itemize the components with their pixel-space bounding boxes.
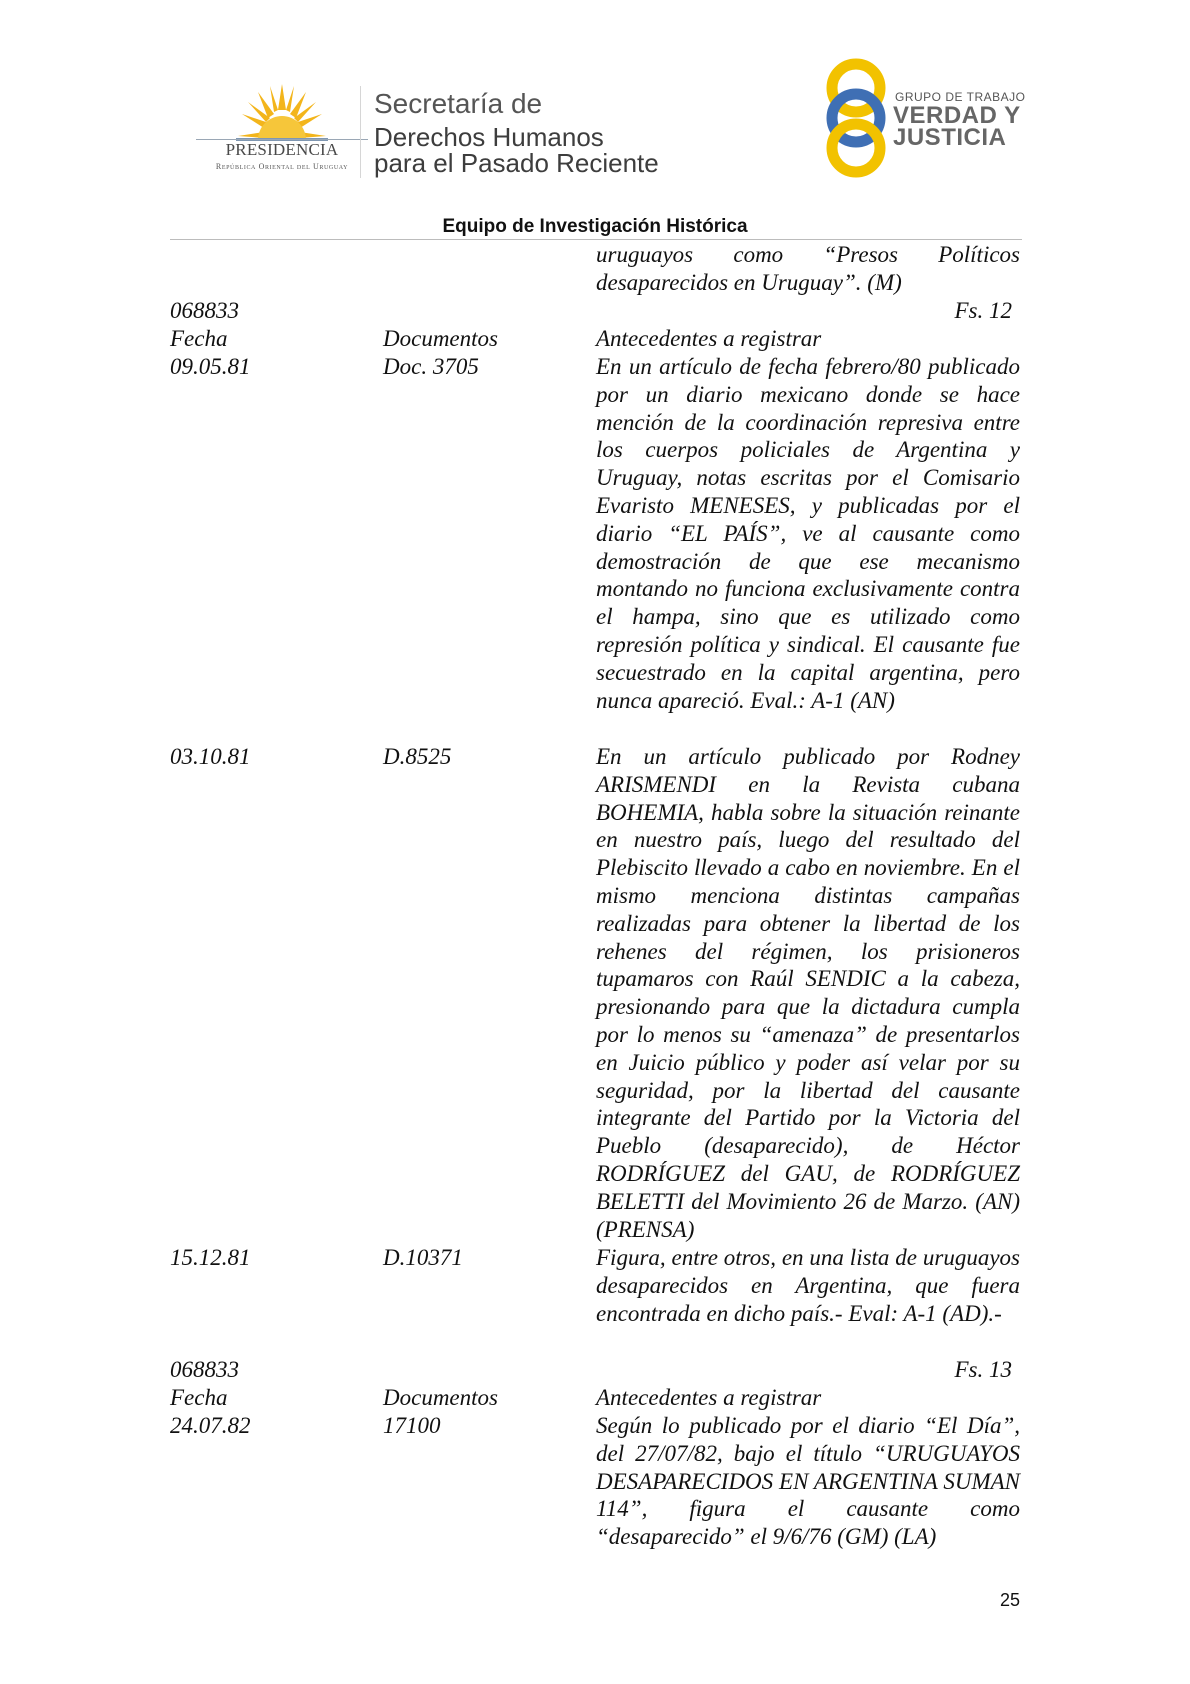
entry-text: En un artículo de fecha febrero/80 publicado por un diario mexicano donde se hace mención de la coordinación represiva entre los cuerpos policiales de Argentina y Uruguay, notas escritas por el Comisario Evaristo MENESES, y publicadas por el diario “EL PAÍS”, ve al causante como demostración de que ese mecanismo montando no funciona exclusivamente contra el hampa, sino que es utilizado como represión política y sindical. El causante fue secuestrado en la capital argentina, pero nunca apareció. Eval.: A-1 (AN) (596, 354, 1020, 713)
entry-date: 09.05.81 (170, 354, 251, 379)
entry-doc: Doc. 3705 (383, 354, 479, 379)
folio-number: Fs. 13 (954, 1357, 1012, 1382)
continuation-line-2: desaparecidos en Uruguay”. (M) (596, 270, 902, 295)
continuation-line-1: uruguayos como “Presos Políticos (596, 242, 1020, 267)
grupo-line-2: VERDAD Y (893, 102, 1021, 129)
entry-text: Según lo publicado por el diario “El Día”, del 27/07/82, bajo el título “URUGUAYOS DESAPARECIDOS EN ARGENTINA SUMAN 114”, figura el causante como “desaparecido” el 9/6/76 (GM) (LA) (596, 1413, 1020, 1550)
column-header-notes: Antecedentes a registrar (596, 326, 822, 351)
entry-date: 03.10.81 (170, 744, 251, 769)
team-title: Equipo de Investigación Histórica (442, 216, 748, 237)
verdad-justicia-logo-icon (818, 56, 894, 180)
secretaria-line-1: Secretaría de (374, 88, 543, 119)
column-header-docs: Documentos (383, 326, 498, 351)
entry-text: En un artículo publicado por Rodney ARISMENDI en la Revista cubana BOHEMIA, habla sobre la situación reinante en nuestro país, luego del resultado del Plebiscito llevado a cabo en noviembre. En el mismo menciona distintas campañas realizadas para obtener la libertad de los rehenes del régimen, los prisioneros tupamaros con Raúl SENDIC a la cabeza, presionando para que la dictadura cumpla por lo menos su “amenaza” de presentarlos en Juicio público y poder así velar por su seguridad, por la libertad del causante integrante del Partido por la Victoria del Pueblo (desaparecido), de Héctor RODRÍGUEZ del GAU, de RODRÍGUEZ BELETTI del Movimiento 26 de Marzo. (AN) (PRENSA) (596, 744, 1020, 1242)
page-header (0, 0, 1190, 240)
secretaria-line-3: para el Pasado Reciente (374, 148, 659, 178)
folio-number: Fs. 12 (954, 298, 1012, 323)
column-header-date: Fecha (170, 326, 228, 351)
file-number: 068833 (170, 298, 239, 323)
presidencia-subtitle: República Oriental del Uruguay (215, 162, 349, 171)
grupo-line-1: GRUPO DE TRABAJO (895, 90, 1026, 104)
column-header-date: Fecha (170, 1385, 228, 1410)
entry-date: 15.12.81 (170, 1245, 251, 1270)
entry-doc: 17100 (383, 1413, 441, 1438)
file-number: 068833 (170, 1357, 239, 1382)
column-header-notes: Antecedentes a registrar (596, 1385, 822, 1410)
entry-doc: D.8525 (383, 744, 452, 769)
entry-doc: D.10371 (383, 1245, 463, 1270)
entry-text: Figura, entre otros, en una lista de uruguayos desaparecidos en Argentina, que fuera encontrada en dicho país.- Eval: A-1 (AD).- (596, 1245, 1020, 1326)
page-number: 25 (999, 1590, 1020, 1610)
header-rule (170, 239, 1022, 240)
secretaria-line-2: Derechos Humanos (374, 122, 604, 152)
entry-date: 24.07.82 (170, 1413, 251, 1438)
header-divider (360, 86, 361, 178)
presidencia-title: PRESIDENCIA (225, 140, 339, 159)
grupo-line-3: JUSTICIA (893, 124, 1007, 151)
column-header-docs: Documentos (383, 1385, 498, 1410)
